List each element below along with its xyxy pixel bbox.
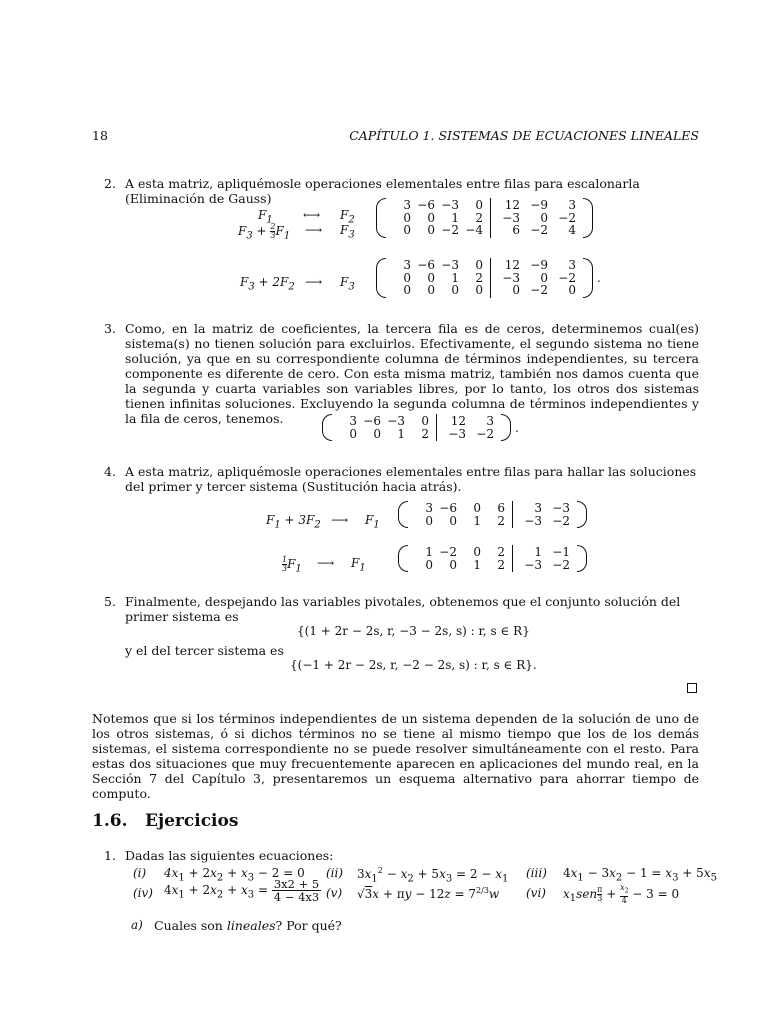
- matrix-cell: −3: [552, 501, 570, 515]
- matrix-cell: 0: [540, 270, 548, 285]
- matrix-cell: 0: [475, 198, 483, 212]
- right-paren: [577, 545, 587, 572]
- exercise-1-intro: Dadas las siguientes ecuaciones:: [125, 848, 334, 863]
- matrix-cell: 2: [497, 545, 505, 559]
- equation-ii: $3x_1^2 - x_2 + 5x_3 = 2 - x_1$: [357, 866, 509, 885]
- augmented-matrix-step3: [398, 501, 587, 528]
- equation-i: $4x_1 + 2x_2 + x_3 - 2 = 0$: [164, 866, 305, 884]
- augmented-matrix-reduced: [322, 414, 519, 441]
- op-arrow-4: ⟶: [317, 556, 335, 570]
- matrix-cell: 1: [397, 426, 405, 441]
- eq-label-v: (v): [326, 886, 343, 900]
- matrix-cell: 3: [425, 501, 433, 515]
- matrix-cell: −6: [439, 501, 457, 515]
- matrix-cell: −3: [502, 270, 520, 285]
- right-paren: [583, 258, 593, 298]
- eq-label-iv: (iv): [133, 886, 153, 900]
- matrix-cell: −2: [530, 283, 548, 297]
- augmented-matrix-step2: [376, 258, 601, 298]
- item-5-between: y el del tercer sistema es: [125, 643, 284, 658]
- matrix-cell: −3: [502, 210, 520, 225]
- op-f3-plus-f1: $F_3$ + $\frac{2}{3}$ $F_1$: [238, 222, 291, 242]
- matrix-cell: −2: [530, 223, 548, 237]
- op-f3-plus-2f2: $F_3 + 2F_2$: [240, 275, 295, 293]
- matrix-cell: 0: [473, 545, 481, 559]
- matrix-cell: −3: [441, 258, 459, 272]
- item-2-number: 2.: [104, 176, 116, 191]
- item-3-number: 3.: [104, 321, 116, 336]
- equation-iv: $4x_1 + 2x_2 + x_3$ = $\frac{3x2 + 5}{4 - 4x3}$: [164, 877, 320, 904]
- solution-set-1: {(1 + 2r − 2s, r, −3 − 2s, s) : r, s ∈ R}: [297, 624, 530, 638]
- closing-paragraph: Notemos que si los términos independientes de un sistema dependen de la solución de uno de los otros sistemas, ó si dichos términos no se tiene al mismo tiempo que los de los demás sistemas, el sistema correspondiente no se puede resolver simultáneamente con el resto. Para estas dos situaciones que muy frecuentemente aparecen en aplicaciones del mundo real, en la Sección 7 del Capítulo 3, presentaremos un esquema alternativo para ahorrar tiempo de computo.: [92, 711, 699, 801]
- op-f3-target-2: $F_3$: [340, 275, 355, 293]
- left-paren: [322, 414, 332, 441]
- matrix-cell: 0: [512, 283, 520, 297]
- matrix-cell: −6: [363, 414, 381, 428]
- left-paren: [398, 545, 408, 572]
- matrix-cell: 0: [475, 283, 483, 297]
- matrix-cell: −2: [552, 513, 570, 528]
- matrix-cell: −6: [417, 198, 435, 212]
- matrix-cell: 0: [421, 414, 429, 428]
- matrix-cell: −3: [387, 414, 405, 428]
- matrix-cell: 0: [425, 513, 433, 528]
- matrix-cell: −1: [552, 545, 570, 559]
- matrix-end-punct: .: [515, 420, 519, 435]
- matrix-cell: 3: [349, 414, 357, 428]
- section-number: 1.6.: [92, 811, 128, 831]
- matrix-cell: −6: [417, 258, 435, 272]
- matrix-cell: 0: [475, 258, 483, 272]
- op-f2: $F_2$: [340, 208, 355, 226]
- matrix-cell: 0: [403, 223, 411, 237]
- matrix-cell: 0: [349, 426, 357, 441]
- matrix-cell: 1: [473, 513, 481, 528]
- matrix-cell: 1: [534, 545, 542, 559]
- matrix-cell: 0: [403, 283, 411, 297]
- op-f3-target: $F_3$: [340, 223, 355, 241]
- coefficient-block: [386, 258, 490, 298]
- op-f1: $F_1$: [258, 208, 273, 226]
- matrix-cell: 0: [451, 283, 459, 297]
- augmented-matrix-step1: [376, 198, 593, 238]
- item-5-number: 5.: [104, 594, 116, 609]
- matrix-cell: 0: [373, 426, 381, 441]
- item-4-text: A esta matriz, apliquémosle operaciones elementales entre filas para hallar las soluciones del primer y tercer sistema (Sustitución hacia atrás).: [125, 464, 697, 494]
- item-4-number: 4.: [104, 464, 116, 479]
- matrix-end-punct: .: [597, 270, 601, 285]
- matrix-cell: 2: [475, 210, 483, 225]
- item-2-text: A esta matriz, apliquémosle operaciones elementales entre filas para escalonarla (Eliminación de Gauss): [125, 176, 640, 206]
- page-number: 18: [92, 128, 108, 143]
- left-paren: [376, 258, 386, 298]
- matrix-cell: −3: [441, 198, 459, 212]
- matrix-cell: −2: [558, 270, 576, 285]
- matrix-cell: 3: [534, 501, 542, 515]
- chapter-title: CAPÍTULO 1. SISTEMAS DE ECUACIONES LINEALES: [349, 128, 699, 143]
- op-arrow-1: ⟶: [305, 223, 323, 237]
- right-paren: [501, 414, 511, 441]
- constants-block: [436, 414, 501, 441]
- matrix-cell: 3: [403, 258, 411, 272]
- matrix-cell: 6: [512, 223, 520, 237]
- matrix-cell: 3: [486, 414, 494, 428]
- matrix-cell: 3: [403, 198, 411, 212]
- matrix-cell: −2: [552, 557, 570, 572]
- matrix-cell: 0: [427, 210, 435, 225]
- matrix-cell: 4: [568, 223, 576, 237]
- matrix-cell: 1: [451, 210, 459, 225]
- equation-vi: $x_1sen$ $\frac{\pi}{3}$ + $\frac{x_2}{4}$ − 3 = 0: [563, 883, 680, 905]
- equation-iii: $4x_1 - 3x_2 - 1 = x_3 + 5x_5$: [563, 866, 717, 884]
- qed-square: [687, 683, 697, 693]
- matrix-cell: 0: [568, 283, 576, 297]
- constants-block: [512, 501, 577, 528]
- sub-a-question: Cuales son lineales? Por qué?: [154, 918, 342, 933]
- matrix-cell: −3: [448, 426, 466, 441]
- equation-v: $√3x + \pi y - 12z = 7^{2/3}w$: [357, 886, 500, 901]
- constants-block: [490, 258, 583, 298]
- matrix-cell: 0: [427, 270, 435, 285]
- matrix-cell: 12: [504, 258, 520, 272]
- coefficient-block: [408, 501, 512, 528]
- matrix-cell: 2: [497, 557, 505, 572]
- right-paren: [577, 501, 587, 528]
- op-f1-target: $F_1$: [365, 513, 380, 531]
- matrix-cell: 0: [403, 270, 411, 285]
- matrix-cell: 1: [473, 557, 481, 572]
- coefficient-block: [408, 545, 512, 572]
- matrix-cell: 12: [504, 198, 520, 212]
- right-paren: [583, 198, 593, 238]
- coefficient-block: [386, 198, 490, 238]
- matrix-cell: −2: [439, 545, 457, 559]
- item-5-text: Finalmente, despejando las variables pivotales, obtenemos que el conjunto solución del primer sistema es: [125, 594, 681, 624]
- eq-label-iii: (iii): [526, 866, 547, 880]
- matrix-cell: 1: [425, 545, 433, 559]
- constants-block: [490, 198, 583, 238]
- solution-set-2: {(−1 + 2r − 2s, r, −2 − 2s, s) : r, s ∈ R}.: [290, 658, 537, 672]
- matrix-cell: 3: [568, 198, 576, 212]
- section-title: Ejercicios: [145, 811, 239, 831]
- matrix-cell: −9: [530, 258, 548, 272]
- matrix-cell: 3: [568, 258, 576, 272]
- op-arrow-3: ⟶: [331, 513, 349, 527]
- matrix-cell: −3: [524, 557, 542, 572]
- matrix-cell: −3: [524, 513, 542, 528]
- left-paren: [376, 198, 386, 238]
- matrix-cell: 1: [451, 270, 459, 285]
- matrix-cell: 0: [449, 513, 457, 528]
- matrix-cell: 2: [497, 513, 505, 528]
- matrix-cell: −4: [465, 223, 483, 237]
- matrix-cell: 2: [421, 426, 429, 441]
- item-3-text: Como, en la matriz de coeficientes, la tercera fila es de ceros, determinemos cual(es) sistema(s) no tienen solución para excluirlos. Efectivamente, el segundo sistema no tiene solución, ya que en su correspondiente columna de términos independientes, su tercera componente es diferente de cero. Con esta misma matriz, también nos damos cuenta que la segunda y cuarta variables son variables libres, por lo tanto, los otros dos sistemas tienen infinitas soluciones. Excluyendo la segunda columna de términos independientes y la fila de ceros, tenemos.: [125, 321, 699, 426]
- op-swap-arrow: ⟷: [303, 208, 321, 222]
- matrix-cell: −9: [530, 198, 548, 212]
- matrix-cell: 0: [427, 223, 435, 237]
- matrix-cell: 0: [427, 283, 435, 297]
- eq-label-i: (i): [133, 866, 147, 880]
- matrix-cell: 0: [540, 210, 548, 225]
- matrix-cell: −2: [476, 426, 494, 441]
- op-third-f1: $\frac{1}{3}$ $F_1$: [282, 555, 302, 575]
- op-arrow-2: ⟶: [305, 275, 323, 289]
- matrix-cell: 2: [475, 270, 483, 285]
- augmented-matrix-step4: [398, 545, 587, 572]
- matrix-cell: 6: [497, 501, 505, 515]
- matrix-cell: −2: [558, 210, 576, 225]
- eq-label-vi: (vi): [526, 886, 546, 900]
- matrix-cell: 0: [425, 557, 433, 572]
- sub-a-label: a): [131, 918, 143, 932]
- left-paren: [398, 501, 408, 528]
- constants-block: [512, 545, 577, 572]
- matrix-cell: 12: [450, 414, 466, 428]
- coefficient-block: [332, 414, 436, 441]
- exercise-1-number: 1.: [104, 848, 116, 863]
- op-f1-target-2: $F_1$: [351, 556, 366, 574]
- matrix-cell: 0: [403, 210, 411, 225]
- op-f1-plus-3f2: $F_1 + 3F_2$: [266, 513, 321, 531]
- matrix-cell: 0: [449, 557, 457, 572]
- matrix-cell: −2: [441, 223, 459, 237]
- eq-label-ii: (ii): [326, 866, 344, 880]
- matrix-cell: 0: [473, 501, 481, 515]
